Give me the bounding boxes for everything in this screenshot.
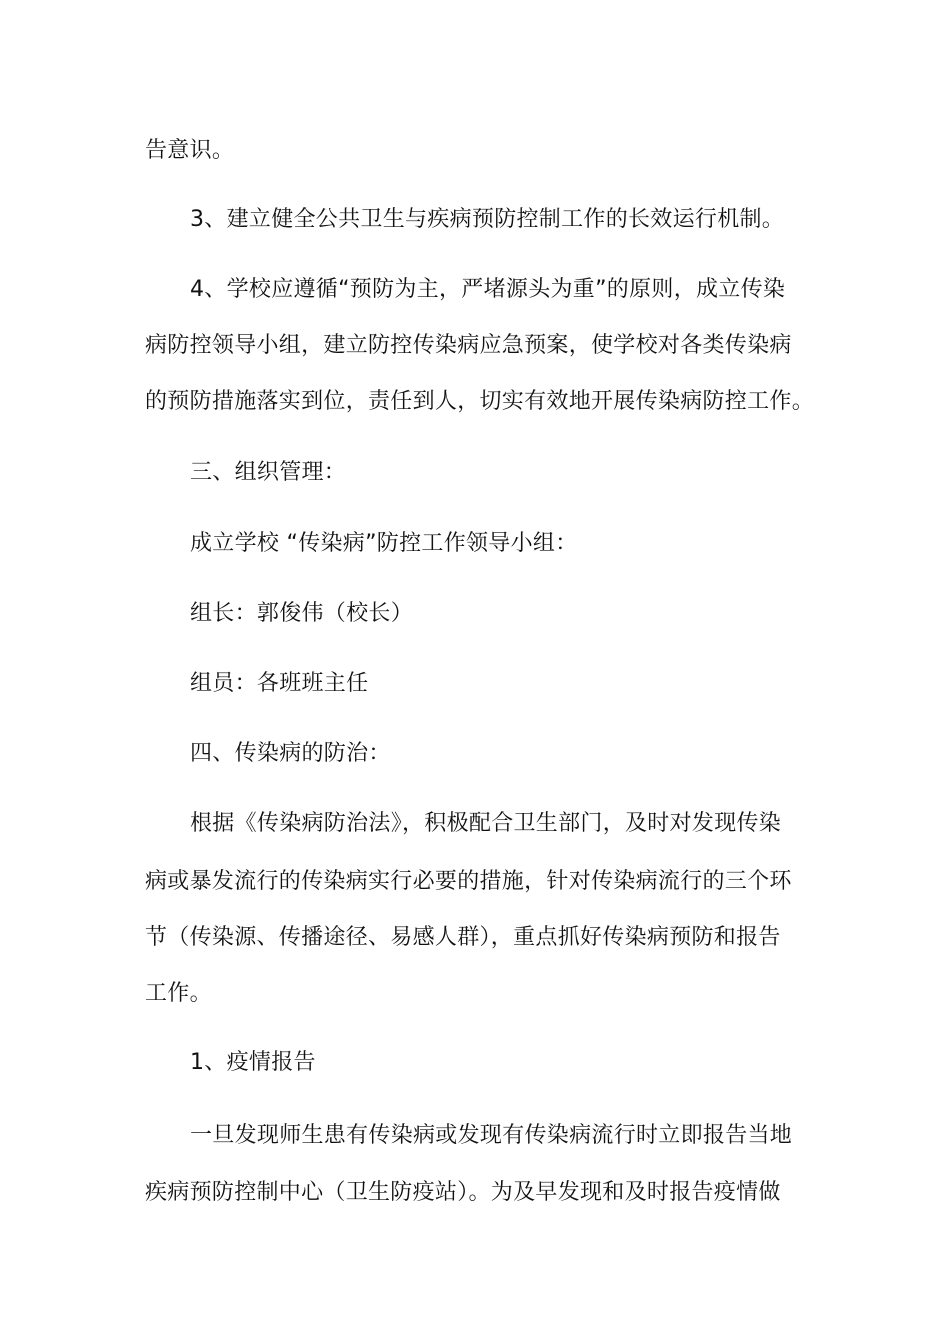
text-line: 病或暴发流行的传染病实行必要的措施，针对传染病流行的三个环 bbox=[145, 869, 792, 894]
text-line: 组员：各班班主任 bbox=[190, 671, 369, 696]
text-line: 告意识。 bbox=[145, 138, 235, 163]
section-heading: 三、组织管理： bbox=[190, 460, 347, 485]
text-line: 成立学校 “传染病”防控工作领导小组： bbox=[190, 531, 578, 556]
subsection-heading: 1、疫情报告 bbox=[190, 1050, 316, 1075]
text-line: 根据《传染病防治法》，积极配合卫生部门，及时对发现传染 bbox=[190, 811, 782, 836]
section-heading: 四、传染病的防治： bbox=[190, 741, 391, 766]
text-line: 一旦发现师生患有传染病或发现有传染病流行时立即报告当地 bbox=[190, 1123, 793, 1148]
text-line: 节（传染源、传播途径、易感人群），重点抓好传染病预防和报告 bbox=[145, 925, 781, 950]
text-line: 3、建立健全公共卫生与疾病预防控制工作的长效运行机制。 bbox=[190, 207, 785, 232]
text-line: 4、学校应遵循“预防为主，严堵源头为重”的原则，成立传染 bbox=[190, 277, 786, 302]
text-line: 病防控领导小组，建立防控传染病应急预案，使学校对各类传染病 bbox=[145, 333, 792, 358]
text-line: 疾病预防控制中心（卫生防疫站）。为及早发现和及时报告疫情做 bbox=[145, 1180, 781, 1205]
text-line: 工作。 bbox=[145, 981, 212, 1006]
text-line: 的预防措施落实到位，责任到人，切实有效地开展传染病防控工作。 bbox=[145, 389, 815, 414]
text-line: 组长：郭俊伟（校长） bbox=[190, 601, 414, 626]
